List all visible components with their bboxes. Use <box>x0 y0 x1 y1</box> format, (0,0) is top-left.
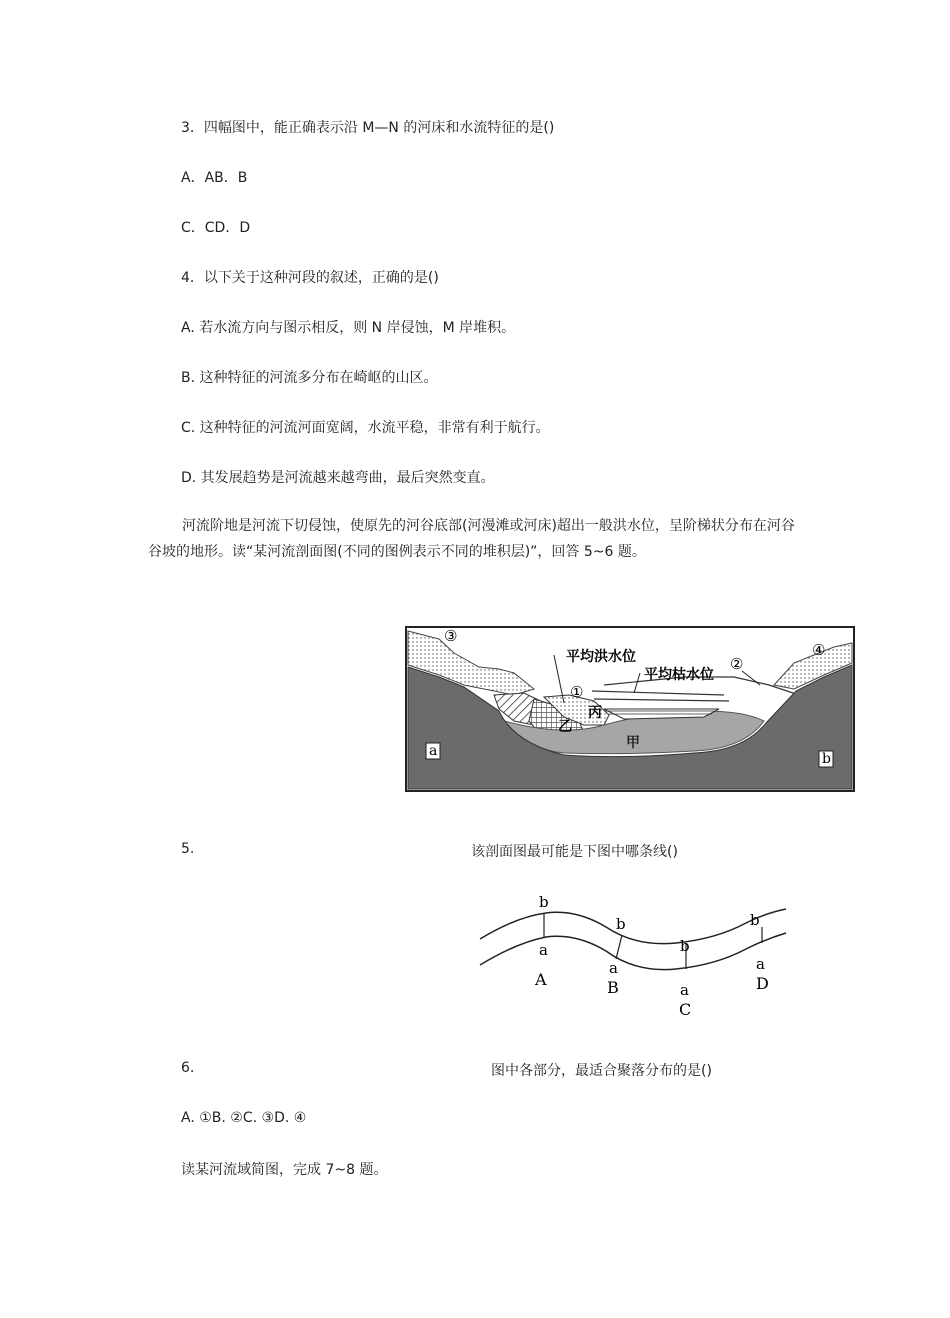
intro-paragraph: 河流阶地是河流下切侵蚀，使原先的河谷底部(河漫滩或河床)超出一般洪水位，呈阶梯状分布在河谷谷坡的地形。读“某河流剖面图(不同的图例表示不同的堆积层)”，回答 5~6 题。 <box>148 518 795 560</box>
transect-b <box>616 935 622 959</box>
q3-options-cd: C．CD．D <box>181 220 251 236</box>
dry-level-label: 平均枯水位 <box>644 667 714 683</box>
q4-option-a: A. 若水流方向与图示相反，则 N 岸侵蚀，M 岸堆积。 <box>181 320 516 336</box>
q5-stem: 该剖面图最可能是下图中哪条线() <box>471 844 678 860</box>
transect-c-bottom-label: a <box>680 981 689 999</box>
q4-option-b: B. 这种特征的河流多分布在崎岖的山区。 <box>181 370 438 386</box>
q3-stem: 3．四幅图中，能正确表示沿 M—N 的河床和水流特征的是() <box>181 120 555 136</box>
bing-label: 丙 <box>588 705 602 721</box>
transect-b-top-label: b <box>616 915 626 933</box>
yi-label: 乙 <box>558 719 572 735</box>
q6-stem: 图中各部分，最适合聚落分布的是() <box>491 1063 712 1079</box>
transect-b-name: B <box>607 978 619 997</box>
transect-d-top-label: b <box>750 911 760 929</box>
terrace-3-label: ③ <box>444 627 458 645</box>
transect-a-top-label: b <box>539 893 549 911</box>
closing-line: 读某河流域简图，完成 7~8 题。 <box>181 1162 388 1178</box>
q4-stem: 4．以下关于这种河段的叙述，正确的是() <box>181 270 439 286</box>
transect-a-name: A <box>535 970 547 989</box>
transect-a-bottom-label: a <box>539 941 548 959</box>
river-bank-upper <box>480 909 786 944</box>
transect-c-name: C <box>679 1000 692 1019</box>
q5-number: 5. <box>181 841 195 857</box>
flood-level-label: 平均洪水位 <box>566 649 636 665</box>
point-b-label: b <box>822 751 831 767</box>
terrace-4-label: ④ <box>812 641 826 659</box>
terrace-2-label: ② <box>730 655 744 673</box>
q4-option-d: D. 其发展趋势是河流越来越弯曲，最后突然变直。 <box>181 470 495 486</box>
river-profile-figure <box>404 625 856 793</box>
meander-transect-figure <box>476 893 792 1023</box>
q6-options: A. ①B. ②C. ③D. ④ <box>181 1110 307 1126</box>
transect-b-bottom-label: a <box>609 959 618 977</box>
q4-option-c: C. 这种特征的河流河面宽阔，水流平稳，非常有利于航行。 <box>181 420 550 436</box>
q6-number: 6. <box>181 1060 195 1076</box>
river-bank-lower <box>480 933 786 970</box>
q3-options-ab: A．AB．B <box>181 170 248 186</box>
transect-d-bottom-label: a <box>756 955 765 973</box>
transect-d-name: D <box>756 974 769 993</box>
terrace-1-label: ① <box>570 683 584 701</box>
transect-c-top-label: b <box>680 937 690 955</box>
jia-label: 甲 <box>626 735 640 751</box>
point-a-label: a <box>429 743 438 759</box>
